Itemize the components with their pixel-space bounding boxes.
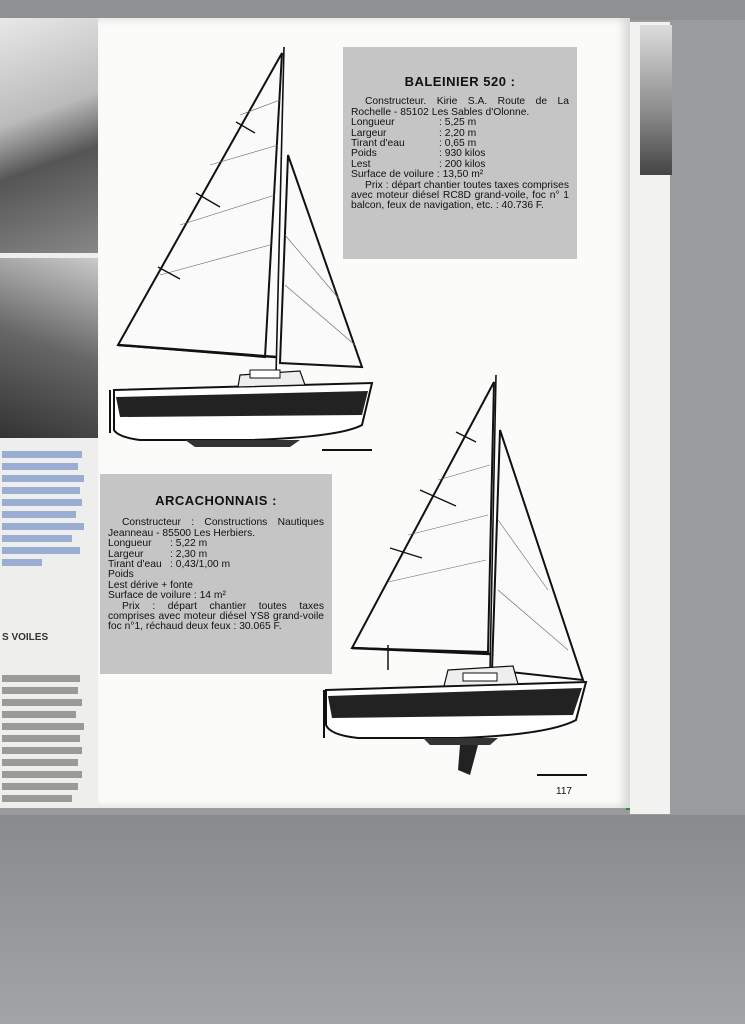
underlying-photo [640,25,672,175]
arcachonnais-drawing [318,370,590,780]
baleinier-info-box [343,47,577,259]
left-photo-bottom [0,258,104,438]
baleinier-price: Prix : départ chantier toutes taxes comprises avec moteur diésel RC8D grand-voile, foc n° 1 balcon, feux de navigation, etc. : 40.736 F. [351,179,569,212]
scan-background-top [0,0,745,20]
spec-row: Poids [108,569,134,581]
arcachonnais-sail-area: Surface de voilure : 14 m² [108,590,226,602]
arcachonnais-title: ARCACHONNAIS : [155,493,277,508]
spec-row: Largeur : 2,30 m [108,548,208,560]
baleinier-sail-area: Surface de voilure : 13,50 m² [351,169,484,181]
baleinier-title: BALEINIER 520 : [404,74,516,89]
scan-background-bottom [0,815,745,1024]
spec-row: Longueur : 5,22 m [108,538,208,550]
left-page [0,18,104,808]
arcachonnais-ballast: Lest dérive + fonte [108,579,194,591]
page-number: 117 [556,786,572,797]
left-page-heading: S VOILES [2,632,49,643]
spec-row: Lest : 200 kilos [351,158,486,170]
spec-row: Poids : 930 kilos [351,148,486,160]
arcachonnais-constructor: Constructeur : Constructions Nautiques Jeanneau - 85500 Les Herbiers. [108,517,324,539]
left-page-text-lines [0,443,98,803]
page-number-rule [537,774,587,776]
arcachonnais-info-box [100,474,332,674]
arcachonnais-price: Prix : départ chantier toutes taxes comprises avec moteur diésel YS8 grand-voile foc n°1, réchaud deux feux : 30.065 F. [108,600,324,633]
left-photo-top [0,18,104,253]
baleinier-constructor: Constructeur. Kirie S.A. Route de La Rochelle - 85102 Les Sables d'Olonne. [351,96,569,118]
spec-row: Largeur : 2,20 m [351,127,477,139]
spec-row: Tirant d'eau : 0,65 m [351,138,477,150]
spec-row: Longueur : 5,25 m [351,117,477,129]
spec-row: Tirant d'eau : 0,43/1,00 m [108,559,231,571]
